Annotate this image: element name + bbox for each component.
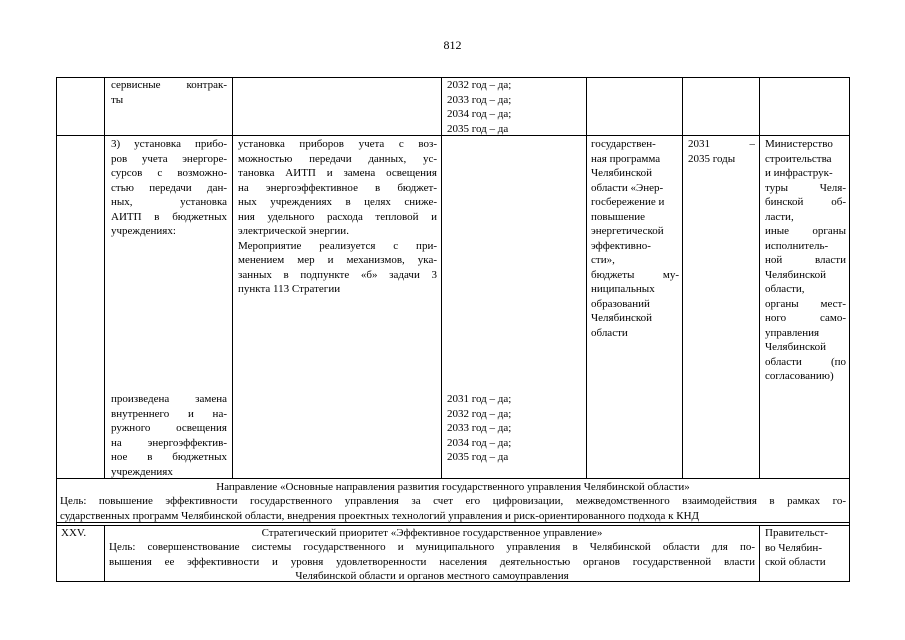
- service-contracts-years: 2032 год – да; 2033 год – да; 2034 год – да; 2035 год – да: [447, 79, 512, 135]
- direction-title: Направление «Основные направления развития государственного управления Челябинской области»: [216, 481, 690, 493]
- lighting-replacement-years: 2031 год – да; 2032 год – да; 2033 год – да; 2034 год – да; 2035 год – да: [447, 393, 512, 463]
- priority-number: XXV.: [61, 527, 87, 539]
- priority-title: Стратегический приоритет «Эффективное государственное управление»: [261, 527, 603, 539]
- installation-responsible: Министерство строительства и инфраструк- туры Челя- бинской об- ласти, иные органы исполнитель- ной власти Челябинской области, органы мест- ного само- управления Челябинской области (по согласованию): [765, 138, 846, 382]
- priority-title-cell: [109, 526, 755, 541]
- table-rule: [104, 77, 105, 478]
- table-rule: [232, 77, 233, 478]
- page-number: 812: [443, 38, 462, 52]
- lighting-replacement-text: произведена замена внутреннего и на- ружного освещения на энергоэффектив- ное в бюджетных учреждениях: [111, 393, 227, 478]
- table-rule: [586, 77, 587, 478]
- table-rule: [759, 525, 760, 582]
- installation-funding-source: государствен- ная программа Челябинской области «Энер- госбережение и повышение энергетической эффективно- сти», бюджеты му- ниципальных образований Челябинской области: [591, 138, 679, 339]
- installation-period: 2031 – 2035 годы: [688, 138, 755, 165]
- table-rule: [759, 77, 760, 478]
- table-rule: [56, 77, 57, 582]
- table-rule: [104, 525, 105, 582]
- table-rule: [441, 77, 442, 478]
- direction-row: [60, 480, 846, 495]
- table-rule: [849, 77, 850, 582]
- table-rule: [682, 77, 683, 478]
- installation-description: установка приборов учета с воз- можностью передачи данных, ус- тановка АИТП и замена освещения на энергоэффективное в бюджет- ных учреждениях в целях сниже- ния удельного расхода тепловой и электрической энергии. Мероприятие реализуется с при- менением мер и механизмов, ука- занных в подпункте «б» задачи 3 пункта 113 Стратегии: [238, 138, 437, 295]
- priority-goal-end: Челябинской области и органов местного самоуправления: [295, 570, 569, 582]
- installation-task: 3) установка прибо- ров учета энергоре- сурсов с возможно- стью передачи дан- ных, установка АИТП в бюджетных учреждениях:: [111, 138, 227, 237]
- priority-responsible: Правительст- во Челябин- ской области: [765, 527, 828, 568]
- strategy-table: [56, 77, 850, 582]
- direction-goal: Цель: повышение эффективности государственного управления за счет его цифровизации, межведомственного взаимодействия в рамках го- сударственных программ Челябинской области, внедрения проектных технологий управления и риск-ориентированного подхода к КНД: [60, 495, 846, 522]
- service-contracts-text: сервисные контрак- ты: [111, 79, 227, 106]
- priority-goal: Цель: совершенствование системы государственного и муниципального управления в Челябинской области для по- вышения ее эффективности и уровня удовлетворенности населения деятельностью органов государственной власти: [109, 541, 755, 568]
